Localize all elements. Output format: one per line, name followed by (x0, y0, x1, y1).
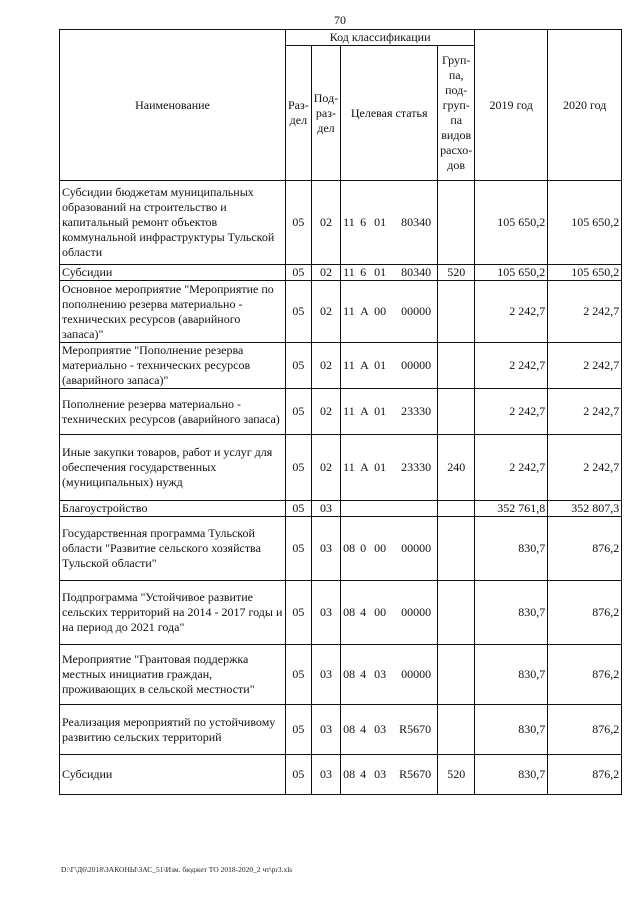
row-section: 05 (286, 435, 312, 501)
target-article-part: 11 (343, 304, 355, 318)
row-expense-group: 520 (438, 265, 475, 281)
target-article-part: 23330 (401, 460, 432, 474)
row-amount-2020: 352 807,3 (548, 501, 622, 517)
target-article-part: 08 (343, 767, 356, 781)
row-subsection: 02 (311, 265, 340, 281)
row-name: Иные закупки товаров, работ и услуг для обеспечения государственных (муниципальных) нужд (60, 435, 286, 501)
row-amount-2019: 830,7 (475, 581, 548, 645)
row-amount-2019: 2 242,7 (475, 389, 548, 435)
row-name: Мероприятие "Грантовая поддержка местных инициатив граждан, проживающих в сельской местности" (60, 645, 286, 705)
row-amount-2020: 876,2 (548, 581, 622, 645)
header-target-article: Целевая статья (341, 46, 438, 181)
row-subsection: 02 (311, 281, 340, 343)
target-article-part: 01 (374, 265, 387, 279)
target-article-part: 08 (343, 605, 356, 619)
table-row (60, 281, 622, 343)
row-expense-group (438, 343, 475, 389)
row-section: 05 (286, 181, 312, 265)
row-amount-2020: 105 650,2 (548, 181, 622, 265)
row-amount-2019: 2 242,7 (475, 435, 548, 501)
table-row (60, 265, 622, 281)
target-article-part: 4 (360, 667, 367, 681)
row-section: 05 (286, 705, 312, 755)
row-expense-group: 520 (438, 755, 475, 795)
table-row (60, 389, 622, 435)
target-article-part: 4 (360, 605, 367, 619)
target-article-part: 11 (343, 358, 355, 372)
row-section: 05 (286, 755, 312, 795)
row-amount-2020: 2 242,7 (548, 389, 622, 435)
row-amount-2020: 876,2 (548, 645, 622, 705)
row-section: 05 (286, 517, 312, 581)
target-article-part: 4 (360, 767, 367, 781)
target-article-part: 00 (374, 605, 387, 619)
row-amount-2020: 876,2 (548, 755, 622, 795)
row-name: Субсидии (60, 265, 286, 281)
row-subsection: 03 (311, 501, 340, 517)
target-article-part: 11 (343, 215, 355, 229)
row-amount-2020: 105 650,2 (548, 265, 622, 281)
table-row (60, 435, 622, 501)
row-name: Благоустройство (60, 501, 286, 517)
target-article-part: 08 (343, 541, 356, 555)
row-name: Подпрограмма "Устойчивое развитие сельских территорий на 2014 - 2017 годы и на период до 2021 года" (60, 581, 286, 645)
row-subsection: 03 (311, 517, 340, 581)
target-article-part: 01 (374, 404, 387, 418)
target-article-part: 03 (374, 722, 387, 736)
header-section: Раз- дел (286, 46, 312, 181)
header-classification-code: Код классификации (286, 30, 475, 46)
target-article-part: 00000 (401, 541, 432, 555)
row-subsection: 03 (311, 581, 340, 645)
row-amount-2019: 830,7 (475, 645, 548, 705)
row-amount-2019: 2 242,7 (475, 343, 548, 389)
row-subsection: 03 (311, 705, 340, 755)
row-expense-group (438, 581, 475, 645)
row-expense-group (438, 501, 475, 517)
header-name: Наименование (60, 30, 286, 181)
target-article-part: 01 (374, 358, 387, 372)
row-name: Основное мероприятие "Мероприятие по пополнению резерва материально - технических ресурсов (аварийного запаса)" (60, 281, 286, 343)
row-target-article (341, 265, 438, 281)
row-section: 05 (286, 265, 312, 281)
target-article-part: 4 (360, 722, 367, 736)
table-row (60, 645, 622, 705)
row-expense-group (438, 705, 475, 755)
target-article-part: 08 (343, 722, 356, 736)
table-row (60, 501, 622, 517)
table-row (60, 181, 622, 265)
row-amount-2019: 830,7 (475, 755, 548, 795)
row-section: 05 (286, 645, 312, 705)
header-expense-group: Груп- па, под- груп- па видов расхо- дов (438, 46, 475, 181)
target-article-part: 0 (360, 541, 367, 555)
target-article-part: R5670 (399, 767, 432, 781)
row-target-article (341, 181, 438, 265)
target-article-part: А (360, 304, 369, 318)
table-row (60, 755, 622, 795)
target-article-part: 03 (374, 667, 387, 681)
target-article-part: 00 (374, 304, 387, 318)
target-article-part: 6 (360, 215, 367, 229)
target-article-part: А (360, 404, 369, 418)
row-section: 05 (286, 343, 312, 389)
row-target-article (341, 581, 438, 645)
row-target-article (341, 501, 438, 517)
target-article-part: 00000 (401, 605, 432, 619)
row-target-article (341, 281, 438, 343)
row-expense-group (438, 281, 475, 343)
row-target-article (341, 343, 438, 389)
row-target-article (341, 435, 438, 501)
target-article-part: 00000 (401, 667, 432, 681)
row-expense-group (438, 645, 475, 705)
table-row (60, 517, 622, 581)
target-article-part: А (360, 460, 369, 474)
row-subsection: 03 (311, 645, 340, 705)
table-row (60, 343, 622, 389)
row-amount-2019: 105 650,2 (475, 181, 548, 265)
page-number: 70 (334, 13, 346, 27)
target-article-part: 01 (374, 215, 387, 229)
target-article-part: 08 (343, 667, 356, 681)
target-article-part: 6 (360, 265, 367, 279)
row-amount-2020: 2 242,7 (548, 435, 622, 501)
header-subsection: Под- раз- дел (311, 46, 340, 181)
target-article-part: 11 (343, 404, 355, 418)
row-amount-2020: 2 242,7 (548, 281, 622, 343)
row-amount-2020: 2 242,7 (548, 343, 622, 389)
file-path: D:\Г\Д6\2018\ЗАКОНЫ\ЗАС_51\Изм. бюджет ТО 2018-2020_2 чт\pr3.xls (61, 865, 293, 874)
row-expense-group (438, 517, 475, 581)
row-amount-2019: 830,7 (475, 517, 548, 581)
row-target-article (341, 389, 438, 435)
target-article-part: А (360, 358, 369, 372)
target-article-part: 00 (374, 541, 387, 555)
row-subsection: 02 (311, 343, 340, 389)
target-article-part: R5670 (399, 722, 432, 736)
row-section: 05 (286, 389, 312, 435)
target-article-part: 00000 (401, 358, 432, 372)
row-amount-2019: 105 650,2 (475, 265, 548, 281)
row-subsection: 02 (311, 435, 340, 501)
row-expense-group (438, 181, 475, 265)
target-article-part: 01 (374, 460, 387, 474)
row-expense-group (438, 389, 475, 435)
target-article-part: 11 (343, 265, 355, 279)
target-article-part: 00000 (401, 304, 432, 318)
target-article-part: 80340 (401, 265, 432, 279)
row-name: Мероприятие "Пополнение резерва материально - технических ресурсов (аварийного запаса)" (60, 343, 286, 389)
row-amount-2020: 876,2 (548, 705, 622, 755)
row-section: 05 (286, 281, 312, 343)
header-year-2019: 2019 год (475, 30, 548, 181)
row-name: Реализация мероприятий по устойчивому развитию сельских территорий (60, 705, 286, 755)
table-row (60, 705, 622, 755)
row-name: Государственная программа Тульской области "Развитие сельского хозяйства Тульской области" (60, 517, 286, 581)
row-target-article (341, 645, 438, 705)
row-subsection: 02 (311, 389, 340, 435)
target-article-part: 80340 (401, 215, 432, 229)
row-expense-group: 240 (438, 435, 475, 501)
budget-table (59, 29, 622, 795)
table-body (60, 181, 622, 795)
row-target-article (341, 755, 438, 795)
target-article-part: 03 (374, 767, 387, 781)
target-article-part: 23330 (401, 404, 432, 418)
table-row (60, 581, 622, 645)
row-amount-2019: 352 761,8 (475, 501, 548, 517)
row-name: Пополнение резерва материально - технических ресурсов (аварийного запаса) (60, 389, 286, 435)
row-amount-2019: 830,7 (475, 705, 548, 755)
row-name: Субсидии бюджетам муниципальных образований на строительство и капитальный ремонт объектов коммунальной инфраструктуры Тульской области (60, 181, 286, 265)
header-year-2020: 2020 год (548, 30, 622, 181)
row-subsection: 03 (311, 755, 340, 795)
row-amount-2019: 2 242,7 (475, 281, 548, 343)
row-section: 05 (286, 581, 312, 645)
row-amount-2020: 876,2 (548, 517, 622, 581)
row-subsection: 02 (311, 181, 340, 265)
row-name: Субсидии (60, 755, 286, 795)
row-target-article (341, 517, 438, 581)
row-section: 05 (286, 501, 312, 517)
row-target-article (341, 705, 438, 755)
target-article-part: 11 (343, 460, 355, 474)
